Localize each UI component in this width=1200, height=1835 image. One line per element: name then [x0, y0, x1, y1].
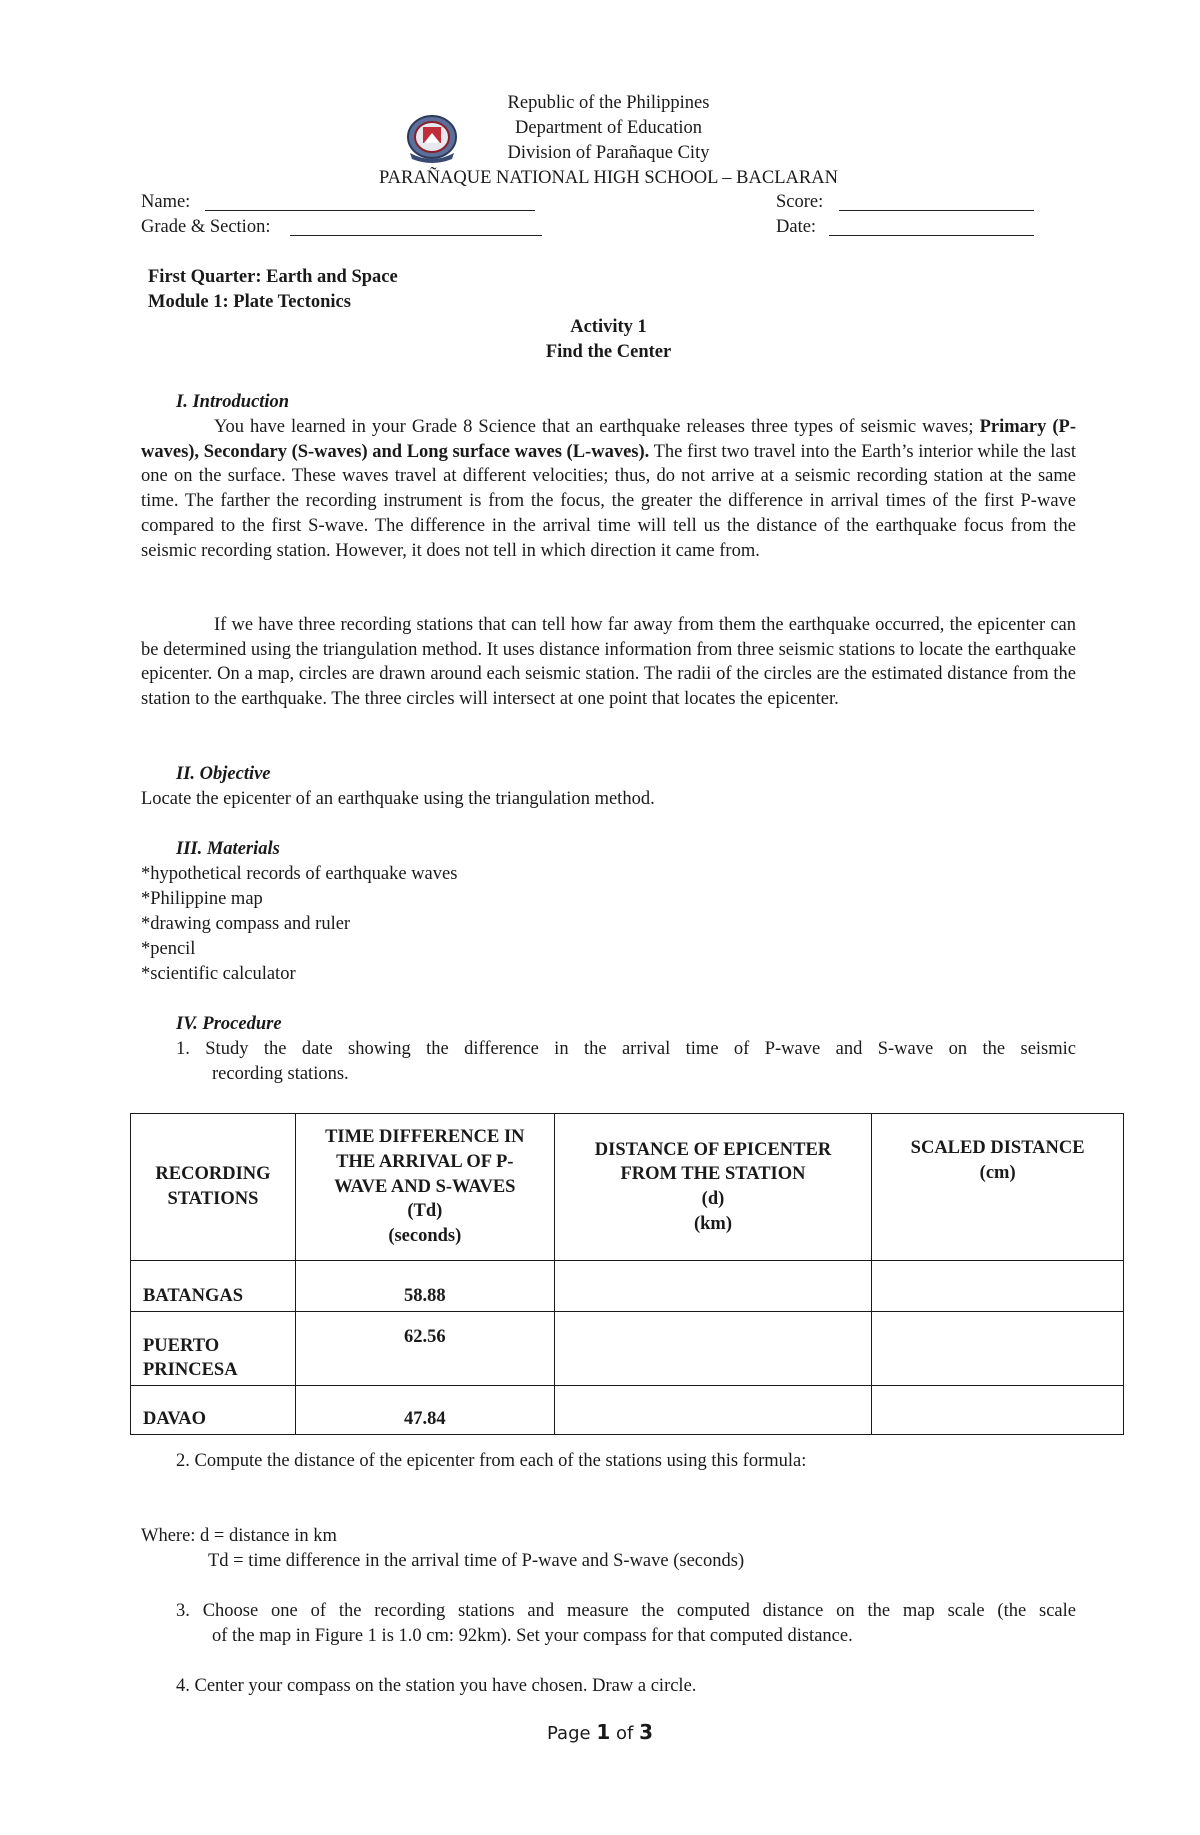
objective-heading: II. Objective: [176, 764, 271, 784]
distance-cell[interactable]: [554, 1386, 872, 1435]
station-name: DAVAO: [131, 1386, 296, 1435]
procedure-step-1-cont: recording stations.: [212, 1064, 349, 1084]
material-item: *Philippine map: [141, 889, 263, 909]
module-title: Module 1: Plate Tectonics: [148, 292, 351, 312]
procedure-heading: IV. Procedure: [176, 1014, 282, 1034]
table-row: [131, 1386, 1124, 1435]
footer-page-number: 1: [596, 1720, 611, 1744]
scaled-distance-cell[interactable]: [872, 1386, 1124, 1435]
quarter-title: First Quarter: Earth and Space: [148, 267, 398, 287]
grade-section-blank[interactable]: [290, 217, 542, 236]
seismic-data-table: [130, 1113, 1124, 1435]
score-label: Score:: [776, 192, 824, 212]
wave-types: Primary (P-waves), Secondary (S-waves) and Long surface waves (L-waves).: [141, 417, 1077, 462]
distance-cell[interactable]: [554, 1312, 872, 1386]
scaled-distance-cell[interactable]: [872, 1312, 1124, 1386]
header-department: Department of Education: [515, 118, 702, 138]
name-label: Name:: [141, 192, 191, 212]
footer-of-word: of: [615, 1723, 634, 1744]
procedure-step-3: 3. Choose one of the recording stations and measure the computed distance on the map scale (the scale: [176, 1601, 1076, 1621]
footer-page-word: Page: [547, 1723, 591, 1744]
formula-where-d: Where: d = distance in km: [141, 1526, 337, 1546]
header-school: PARAÑAQUE NATIONAL HIGH SCHOOL – BACLARAN: [379, 168, 838, 188]
intro-p2-text: If we have three recording stations that can tell how far away from them the earthquake occurred, the epicenter can be determined using the triangulation method. It uses distance information from three seismic stations to locate the earthquake epicenter. On a map, circles are drawn around each seismic station. The radii of the circles are the estimated distance from the station to the earthquake. The three circles will intersect at one point that locates the epicenter.: [141, 615, 1077, 710]
scaled-distance-cell[interactable]: [872, 1261, 1124, 1312]
time-difference-value: 62.56: [295, 1312, 554, 1386]
header-division: Division of Parañaque City: [507, 143, 710, 163]
table-row: [131, 1261, 1124, 1312]
material-item: *scientific calculator: [141, 964, 296, 984]
station-name: PUERTO PRINCESA: [131, 1312, 296, 1386]
grade-section-label: Grade & Section:: [141, 217, 271, 237]
header-scaled-distance: SCALED DISTANCE (cm): [872, 1114, 1124, 1261]
material-item: *hypothetical records of earthquake waves: [141, 864, 458, 884]
material-item: *pencil: [141, 939, 196, 959]
introduction-paragraph-1: [141, 415, 1076, 563]
time-difference-value: 47.84: [295, 1386, 554, 1435]
intro-p1-start: You have learned in your Grade 8 Science that an earthquake releases three types of seismic waves;: [214, 417, 974, 437]
procedure-step-1: 1. Study the date showing the difference in the arrival time of P-wave and S-wave on the seismic: [176, 1039, 1076, 1059]
distance-cell[interactable]: [554, 1261, 872, 1312]
score-blank[interactable]: [839, 192, 1034, 211]
header-distance-epicenter: DISTANCE OF EPICENTER FROM THE STATION (d) (km): [554, 1114, 872, 1261]
objective-text: Locate the epicenter of an earthquake using the triangulation method.: [141, 789, 655, 809]
header-recording-stations: RECORDING STATIONS: [131, 1114, 296, 1261]
time-difference-value: 58.88: [295, 1261, 554, 1312]
table-row: [131, 1312, 1124, 1386]
formula-where-td: Td = time difference in the arrival time of P-wave and S-wave (seconds): [208, 1551, 745, 1571]
materials-heading: III. Materials: [176, 839, 280, 859]
name-blank[interactable]: [205, 192, 535, 211]
date-label: Date:: [776, 217, 817, 237]
procedure-step-2: 2. Compute the distance of the epicenter from each of the stations using this formula:: [176, 1451, 807, 1471]
activity-number: Activity 1: [570, 317, 647, 337]
header-republic: Republic of the Philippines: [507, 93, 710, 113]
intro-p1-rest: The first two travel into the Earth’s interior while the last one on the surface. These waves travel at different velocities; thus, do not arrive at a seismic recording station at the same time. The farther the recording instrument is from the focus, the greater the difference in arrival times of the first P-wave compared to the first S-wave. The difference in the arrival time will tell us the distance of the earthquake focus from the seismic recording station. However, it does not tell in which direction it came from.: [141, 441, 1077, 561]
table-header-row: [131, 1114, 1124, 1261]
material-item: *drawing compass and ruler: [141, 914, 351, 934]
station-name: BATANGAS: [131, 1261, 296, 1312]
procedure-step-3-cont: of the map in Figure 1 is 1.0 cm: 92km). Set your compass for that computed distance.: [212, 1626, 853, 1646]
header-time-difference: TIME DIFFERENCE IN THE ARRIVAL OF P- WAVE AND S-WAVES (Td) (seconds): [295, 1114, 554, 1261]
activity-title: Find the Center: [545, 342, 672, 362]
introduction-heading: I. Introduction: [176, 392, 290, 412]
procedure-step-4: 4. Center your compass on the station you have chosen. Draw a circle.: [176, 1676, 697, 1696]
page-footer: [0, 1720, 1200, 1744]
introduction-paragraph-2: [141, 613, 1076, 712]
date-blank[interactable]: [829, 217, 1034, 236]
footer-page-total: 3: [639, 1720, 653, 1744]
